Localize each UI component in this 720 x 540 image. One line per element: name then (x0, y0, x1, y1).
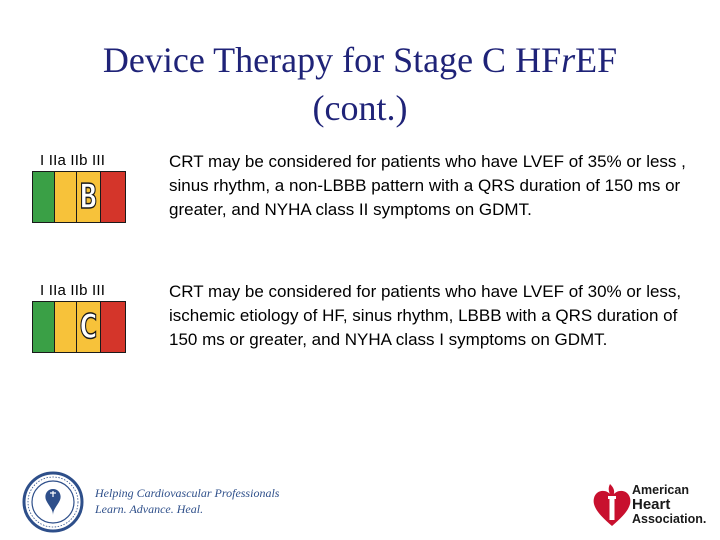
class-level-indicator-1 (32, 171, 126, 223)
title-line1: Device Therapy for Stage C HFrEF (102, 40, 618, 80)
title-line2: (cont.) (312, 88, 408, 128)
class-level-indicator-2 (32, 301, 126, 353)
class-iib-cell (77, 302, 101, 352)
class-iii-cell (101, 172, 125, 222)
aha-wordmark: American Heart Association. (632, 483, 707, 526)
class-header-1: I IIa IIb III (40, 152, 106, 169)
class-i-cell (33, 302, 55, 352)
level-of-evidence: B (79, 177, 98, 217)
class-iia-cell (55, 302, 77, 352)
recommendation-text-1: CRT may be considered for patients who have LVEF of 35% or less , sinus rhythm, a non-LBBB pattern with a QRS duration of 150 ms or greater, and NYHA class II symptoms on GDMT. (169, 152, 686, 219)
slide-title (20, 36, 700, 132)
class-iii-cell (101, 302, 125, 352)
acc-seal-icon (22, 471, 84, 533)
class-iib-cell (77, 172, 101, 222)
acc-tagline: Helping Cardiovascular Professionals Learn. Advance. Heal. (95, 486, 280, 516)
class-iia-cell (55, 172, 77, 222)
level-of-evidence: C (79, 307, 98, 347)
class-header-2: I IIa IIb III (40, 282, 106, 299)
class-i-cell (33, 172, 55, 222)
recommendation-text-2: CRT may be considered for patients who have LVEF of 30% or less, ischemic etiology of HF, sinus rhythm, LBBB with a QRS duration of 150 ms or greater, and NYHA class I symptoms on GDMT. (169, 282, 682, 349)
